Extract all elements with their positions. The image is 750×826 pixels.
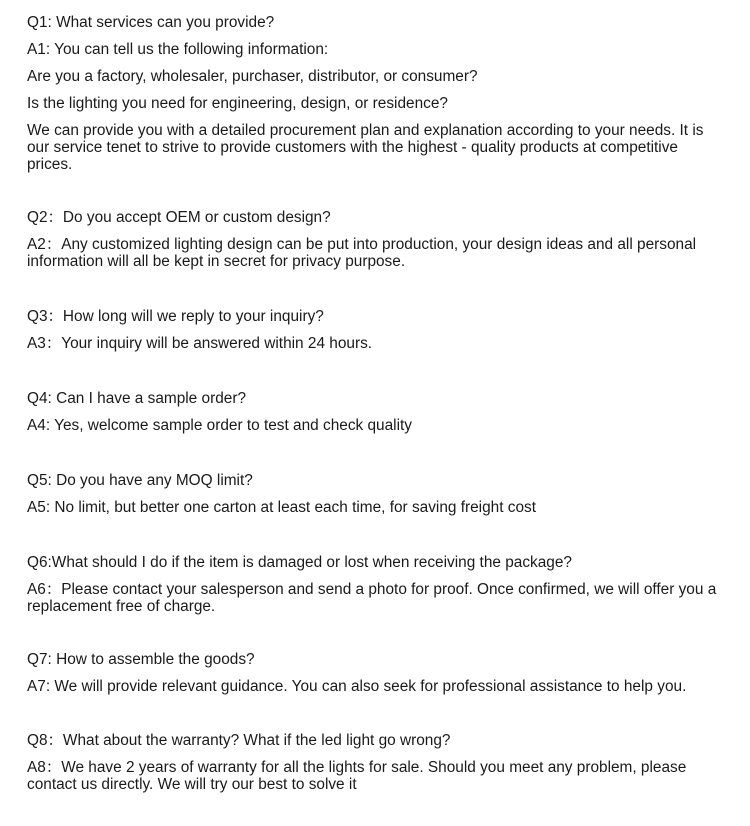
faq-question: Q7: How to assemble the goods?	[27, 651, 255, 668]
faq-answer-line: We can provide you with a detailed procurement plan and explanation according to your needs. It is our service tenet to strive to provide customers with the highest - quality products at competitive prices.	[27, 122, 704, 173]
faq-answer-line: A4: Yes, welcome sample order to test and check quality	[27, 417, 412, 434]
faq-item-8	[27, 732, 727, 793]
faq-item-7	[27, 651, 727, 696]
faq-document	[27, 14, 727, 793]
faq-answer-line: A2：Any customized lighting design can be put into production, your design ideas and all personal information will all be kept in secret for privacy purpose.	[27, 236, 697, 270]
faq-question: Q2：Do you accept OEM or custom design?	[27, 209, 331, 226]
faq-question: Q5: Do you have any MOQ limit?	[27, 472, 253, 489]
faq-answer-line: A1: You can tell us the following information:	[27, 41, 329, 58]
faq-question: Q1: What services can you provide?	[27, 14, 275, 31]
faq-question: Q4: Can I have a sample order?	[27, 390, 247, 407]
faq-answer-line: A6：Please contact your salesperson and send a photo for proof. Once confirmed, we will offer you a replacement free of charge.	[27, 581, 717, 615]
faq-item-6	[27, 554, 727, 615]
faq-question: Q8：What about the warranty? What if the led light go wrong?	[27, 732, 451, 749]
faq-answer-line: A7: We will provide relevant guidance. You can also seek for professional assistance to help you.	[27, 678, 687, 695]
faq-answer-line: A5: No limit, but better one carton at least each time, for saving freight cost	[27, 499, 536, 516]
faq-answer-line: A3：Your inquiry will be answered within 24 hours.	[27, 335, 373, 352]
faq-item-4	[27, 390, 727, 435]
faq-question: Q6:What should I do if the item is damaged or lost when receiving the package?	[27, 554, 572, 571]
faq-item-5	[27, 472, 727, 517]
faq-answer-line: A8：We have 2 years of warranty for all the lights for sale. Should you meet any problem, please contact us directly. We will try our best to solve it	[27, 759, 687, 793]
faq-answer-line: Are you a factory, wholesaler, purchaser, distributor, or consumer?	[27, 68, 478, 85]
faq-answer-line: Is the lighting you need for engineering, design, or residence?	[27, 95, 448, 112]
faq-question: Q3：How long will we reply to your inquiry?	[27, 308, 324, 325]
faq-item-3	[27, 308, 727, 353]
faq-item-1	[27, 14, 727, 173]
faq-item-2	[27, 209, 727, 270]
